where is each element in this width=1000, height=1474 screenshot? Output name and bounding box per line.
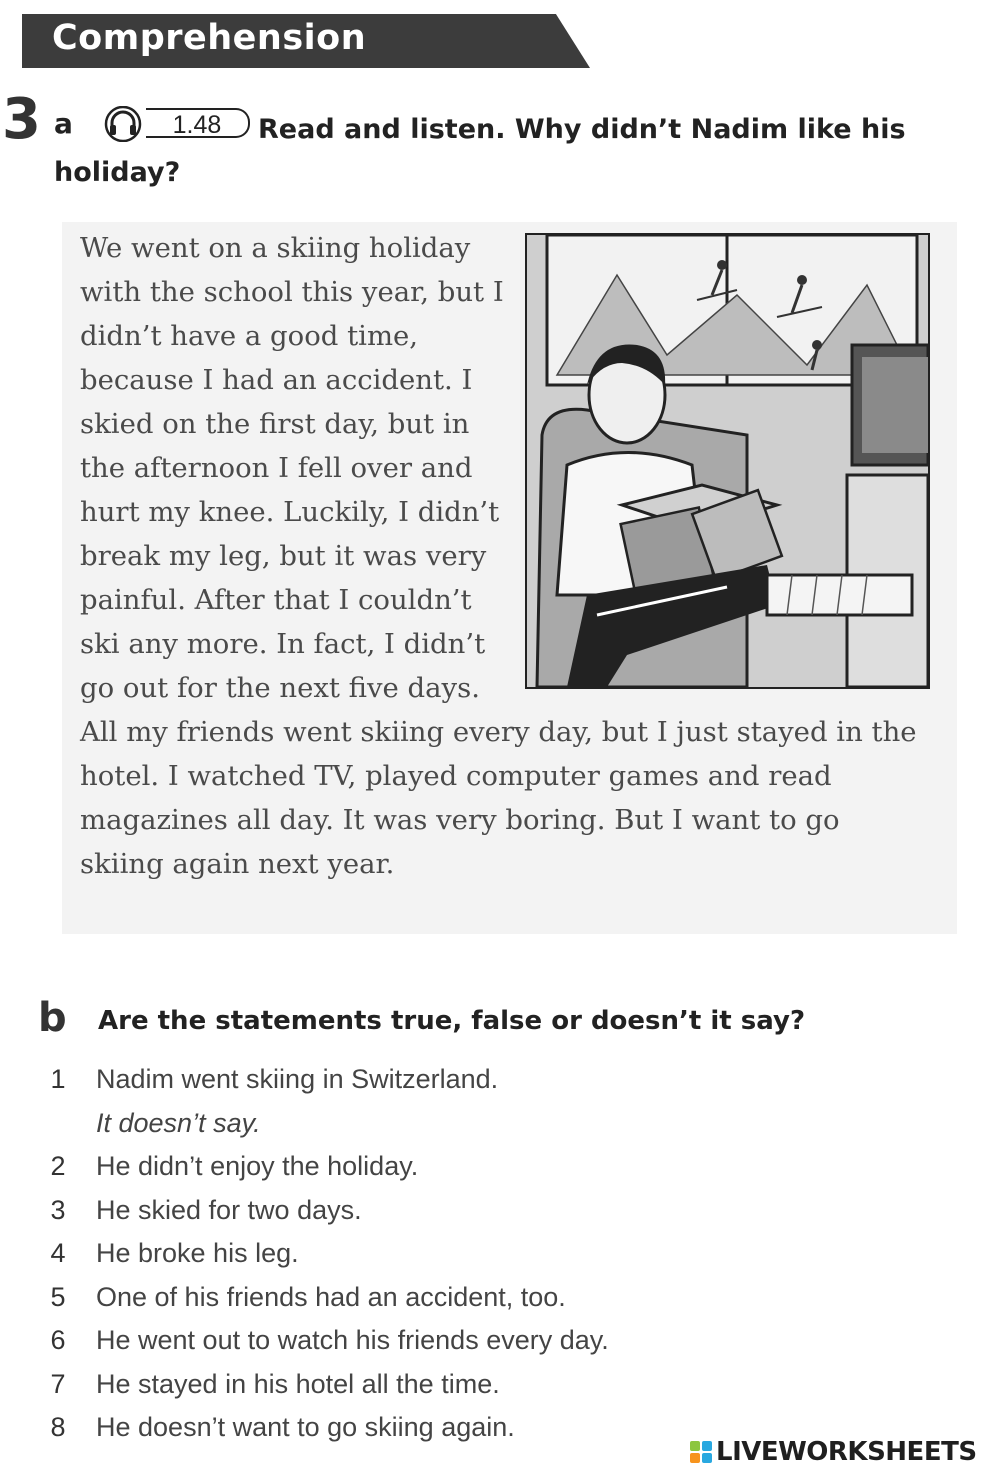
part-b-question: Are the statements true, false or doesn’t it say? bbox=[98, 1006, 806, 1036]
part-a-question: Read and listen. Why didn’t Nadim like his holiday? bbox=[54, 114, 906, 188]
statement-number: 5 bbox=[50, 1281, 66, 1312]
statement-number: 6 bbox=[50, 1325, 66, 1355]
statement-item bbox=[46, 1319, 946, 1363]
statement-item bbox=[46, 1232, 946, 1276]
logo-square-blue bbox=[702, 1441, 712, 1451]
liveworksheets-logo-text: LIVEWORKSHEETS bbox=[716, 1437, 977, 1467]
statement-text: He went out to watch his friends every day. bbox=[96, 1325, 609, 1355]
statement-text: One of his friends had an accident, too. bbox=[96, 1281, 566, 1312]
part-a-letter: a bbox=[54, 107, 73, 140]
statement-list bbox=[46, 1058, 946, 1450]
statement-item bbox=[46, 1189, 946, 1233]
logo-square-green-2 bbox=[702, 1453, 712, 1463]
statement-item bbox=[46, 1276, 946, 1320]
liveworksheets-logo-icon bbox=[690, 1441, 712, 1463]
part-b-letter: b bbox=[38, 995, 67, 1041]
statement-item bbox=[46, 1145, 946, 1189]
reading-passage bbox=[80, 226, 930, 886]
statement-item bbox=[46, 1363, 946, 1407]
statement-number: 7 bbox=[50, 1368, 66, 1399]
statement-text: He broke his leg. bbox=[96, 1238, 299, 1268]
statement-text: He didn’t enjoy the holiday. bbox=[96, 1151, 419, 1181]
logo-square-orange bbox=[690, 1453, 700, 1463]
example-answer: It doesn’t say. bbox=[96, 1107, 261, 1138]
statement-text: He skied for two days. bbox=[96, 1194, 362, 1225]
reading-passage-text: We went on a skiing holiday with the school this year, but I didn’t have a good time, because I had an accident. I skied on the first day, but in the afternoon I fell over and hurt my knee. Luckily, I didn’t break my leg, but it was very painful. After that I couldn’t ski any more. In fact, I didn’t go out for the next five days. All my friends went skiing every day, but I just stayed in the hotel. I watched TV, played computer games and read magazines all day. It was very boring. But I want to go skiing again next year. bbox=[80, 232, 917, 880]
logo-square-green bbox=[690, 1441, 700, 1451]
statement-number: 2 bbox=[50, 1151, 66, 1181]
statement-text: He stayed in his hotel all the time. bbox=[96, 1368, 500, 1399]
section-title: Comprehension bbox=[52, 18, 367, 58]
headphones-icon bbox=[103, 106, 143, 142]
statement-number: 4 bbox=[50, 1238, 66, 1268]
statement-text: He doesn’t want to go skiing again. bbox=[96, 1412, 515, 1442]
exercise-number: 3 bbox=[2, 87, 41, 152]
statement-item bbox=[46, 1058, 946, 1145]
statement-number: 8 bbox=[50, 1412, 66, 1442]
statement-number: 3 bbox=[50, 1194, 66, 1225]
liveworksheets-logo bbox=[690, 1436, 995, 1468]
audio-track-number: 1.48 bbox=[146, 108, 250, 138]
statement-text: Nadim went skiing in Switzerland. bbox=[96, 1064, 499, 1094]
statement-number: 1 bbox=[50, 1064, 66, 1094]
illustration-spacer bbox=[515, 226, 930, 690]
